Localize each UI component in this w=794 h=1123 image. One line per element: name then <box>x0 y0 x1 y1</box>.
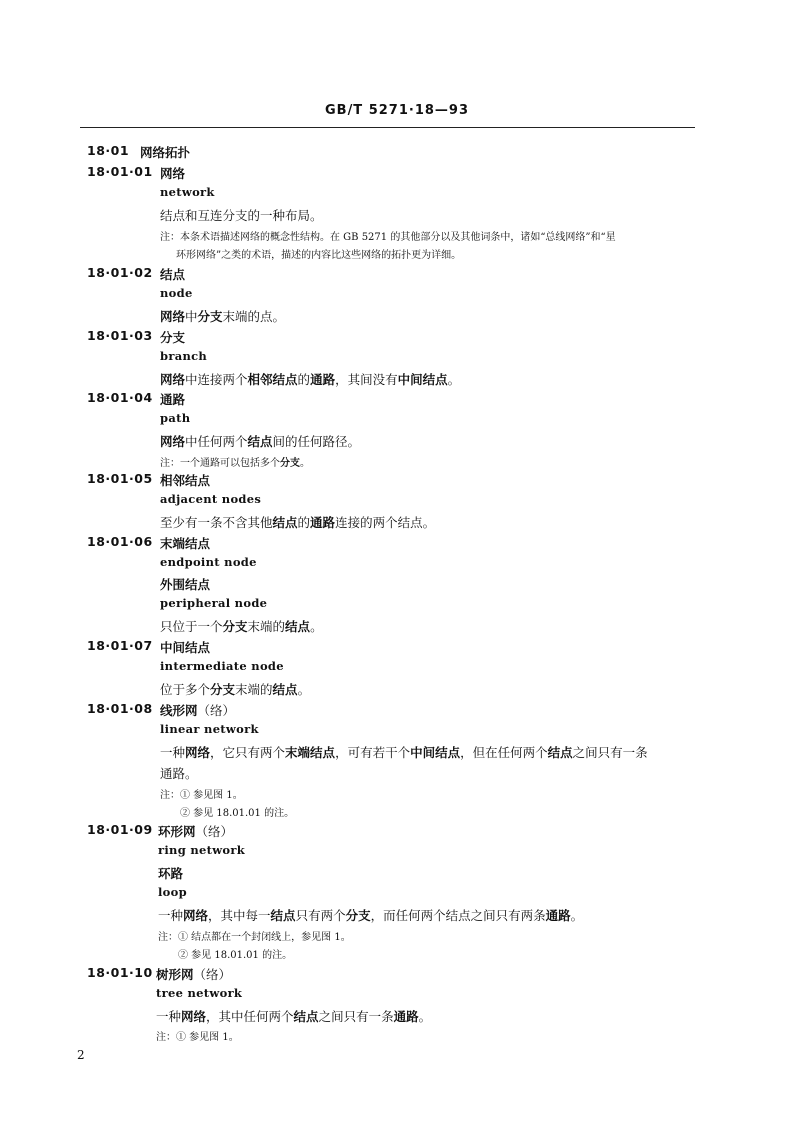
def-text: 只有两个 <box>295 908 346 923</box>
note: 注：① 结点都在一个封闭线上，参见图 1。 <box>158 932 351 943</box>
definition <box>158 906 583 924</box>
def-text: 位于多个 <box>160 682 211 697</box>
definition <box>160 370 460 388</box>
def-text: 只位于一个 <box>160 619 223 634</box>
note: ② 参见 18.01.01 的注。 <box>180 808 295 819</box>
term-cn: 通路 <box>160 392 186 407</box>
def-text: 。 <box>418 1009 432 1024</box>
def-text: 末端的 <box>235 682 273 697</box>
entry-number: 18·01·03 <box>87 328 153 343</box>
term-en: network <box>160 185 215 199</box>
term-en: branch <box>160 349 208 363</box>
term-ref: 分支 <box>222 619 248 634</box>
entry-number: 18·01·02 <box>87 265 153 280</box>
term-ref: 末端结点 <box>285 745 336 760</box>
term-cn: 网络 <box>160 166 186 181</box>
section-title: 网络拓扑 <box>140 145 191 160</box>
def-text: 末端的点。 <box>222 309 286 324</box>
def-text: 一种 <box>158 908 184 923</box>
note-text: 注：一个通路可以包括多个 <box>160 458 280 469</box>
definition <box>156 1007 431 1025</box>
entry-number: 18·01·09 <box>87 822 153 837</box>
note-text: 。 <box>300 458 310 469</box>
definition-continued: 通路。 <box>160 766 198 781</box>
def-text: 。 <box>447 372 461 387</box>
term-ref: 网络 <box>160 434 186 449</box>
term-cn-text: 环形网 <box>158 824 196 839</box>
definition <box>160 513 435 531</box>
term-en: tree network <box>156 986 243 1000</box>
entry-number: 18·01·05 <box>87 471 153 486</box>
term-ref: 网络 <box>185 745 211 760</box>
term-en: ring network <box>158 843 246 857</box>
term-cn-synonym: 环路 <box>158 866 184 881</box>
term-ref: 通路 <box>310 515 336 530</box>
def-text: 。 <box>570 908 584 923</box>
term-ref: 分支 <box>280 458 300 469</box>
term-ref: 结点 <box>272 515 298 530</box>
def-text: 一种 <box>156 1009 182 1024</box>
term-cn-text: 线形网 <box>160 703 198 718</box>
term-ref: 分支 <box>345 908 371 923</box>
term-ref: 结点 <box>285 619 311 634</box>
def-text: 。 <box>297 682 311 697</box>
def-text: 中 <box>185 309 198 324</box>
def-text: ，其中任何两个 <box>206 1009 294 1024</box>
def-text: 的 <box>297 372 311 387</box>
term-cn: 分支 <box>160 330 186 345</box>
term-ref: 分支 <box>197 309 223 324</box>
def-text: 。 <box>310 619 323 634</box>
note <box>160 454 310 469</box>
definition: 结点和互连分支的一种布局。 <box>160 208 323 223</box>
standard-code-header: GB/T 5271·18—93 <box>324 103 470 118</box>
term-en: intermediate node <box>160 659 284 673</box>
term-cn-suffix: （络） <box>197 703 236 718</box>
def-text: 间的任何路径。 <box>272 434 361 449</box>
definition <box>160 432 360 450</box>
term-ref: 网络 <box>160 309 186 324</box>
term-cn: 相邻结点 <box>160 473 211 488</box>
note: 注：① 参见图 1。 <box>160 790 243 801</box>
page-number: 2 <box>77 1048 85 1062</box>
note: 环形网络”之类的术语，描述的内容比这些网络的拓扑更为详细。 <box>176 250 462 261</box>
entry-number: 18·01·08 <box>87 701 153 716</box>
term-ref: 结点 <box>547 745 573 760</box>
term-cn-suffix: （络） <box>193 967 232 982</box>
entry-number: 18·01·10 <box>87 965 153 980</box>
term-cn <box>158 822 233 840</box>
term-cn: 中间结点 <box>160 640 211 655</box>
entry-number: 18·01·07 <box>87 638 153 653</box>
def-text: 的 <box>297 515 311 530</box>
note: ② 参见 18.01.01 的注。 <box>178 950 293 961</box>
def-text: 连接的两个结点。 <box>335 515 436 530</box>
def-text: 之间只有一条 <box>318 1009 394 1024</box>
term-ref: 网络 <box>183 908 209 923</box>
def-text: ，而任何两个结点之间只有两条 <box>370 908 546 923</box>
term-cn-synonym: 外围结点 <box>160 577 211 592</box>
term-en: endpoint node <box>160 555 257 569</box>
def-text: ，其间没有 <box>335 372 398 387</box>
entry-number: 18·01·04 <box>87 390 153 405</box>
term-en: adjacent nodes <box>160 492 262 506</box>
def-text: 之间只有一条 <box>572 745 648 760</box>
note: 注：本条术语描述网络的概念性结构。在 GB 5271 的其他部分以及其他词条中，诸如“总线网络”和“星 <box>160 232 616 243</box>
term-en: node <box>160 286 193 300</box>
def-text: 一种 <box>160 745 186 760</box>
definition <box>160 680 310 698</box>
term-en: path <box>160 411 191 425</box>
term-cn-text: 树形网 <box>156 967 194 982</box>
entry-number: 18·01·01 <box>87 164 153 179</box>
term-cn: 结点 <box>160 267 186 282</box>
term-cn-suffix: （络） <box>195 824 234 839</box>
term-en: linear network <box>160 722 259 736</box>
term-en-synonym: loop <box>158 885 187 899</box>
term-ref: 通路 <box>545 908 571 923</box>
term-ref: 结点 <box>270 908 296 923</box>
def-text: 末端的 <box>247 619 286 634</box>
section-number: 18·01 <box>87 143 130 158</box>
def-text: 中连接两个 <box>185 372 248 387</box>
header-rule <box>80 127 695 128</box>
note: 注：① 参见图 1。 <box>156 1032 239 1043</box>
definition <box>160 307 285 325</box>
term-cn: 末端结点 <box>160 536 211 551</box>
def-text: ，可有若干个 <box>335 745 411 760</box>
definition <box>160 743 648 761</box>
term-ref: 结点 <box>272 682 298 697</box>
term-ref: 中间结点 <box>397 372 448 387</box>
term-ref: 网络 <box>181 1009 207 1024</box>
def-text: ，但在任何两个 <box>460 745 548 760</box>
term-en-synonym: peripheral node <box>160 596 268 610</box>
entry-number: 18·01·06 <box>87 534 153 549</box>
term-ref: 分支 <box>210 682 236 697</box>
term-cn <box>156 965 231 983</box>
def-text: ，其中每一 <box>208 908 271 923</box>
term-ref: 通路 <box>310 372 336 387</box>
definition <box>160 617 323 635</box>
def-text: ，它只有两个 <box>210 745 286 760</box>
term-cn <box>160 701 235 719</box>
term-ref: 通路 <box>393 1009 419 1024</box>
term-ref: 结点 <box>293 1009 319 1024</box>
term-ref: 网络 <box>160 372 186 387</box>
term-ref: 中间结点 <box>410 745 461 760</box>
def-text: 中任何两个 <box>185 434 248 449</box>
def-text: 至少有一条不含其他 <box>160 515 273 530</box>
term-ref: 相邻结点 <box>247 372 298 387</box>
term-ref: 结点 <box>247 434 273 449</box>
